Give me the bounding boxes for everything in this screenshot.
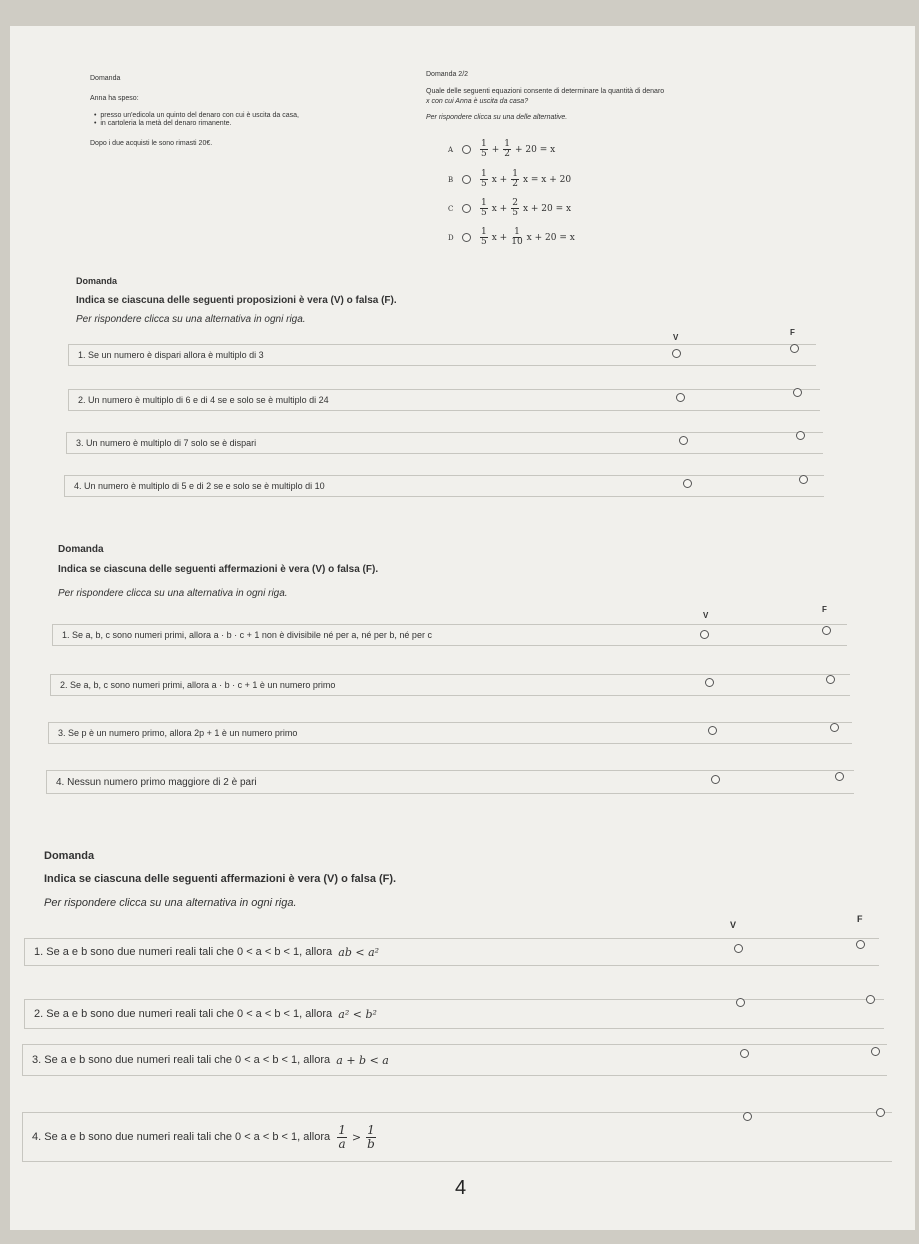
q2-row-2-f-radio[interactable] <box>793 388 802 397</box>
page-number: 4 <box>455 1177 467 1199</box>
q1-instruction: Per rispondere clicca su una delle alternative. <box>426 114 568 121</box>
option-letter: B <box>448 175 454 184</box>
q4-row-2 <box>24 999 884 1029</box>
row-claim: a + b < a <box>336 1053 389 1067</box>
denominator: 5 <box>481 149 487 159</box>
numerator: 1 <box>338 1122 346 1137</box>
row-prefix: Se a e b sono due numeri reali tali che 0 < a < b < 1, allora <box>44 1054 331 1066</box>
q3-row-1-v-radio[interactable] <box>700 630 709 639</box>
q2-row-3-f-radio[interactable] <box>796 431 805 440</box>
q4-row-3-v-radio[interactable] <box>740 1049 749 1058</box>
q4-row-3 <box>22 1044 887 1076</box>
row-prefix: Se a e b sono due numeri reali tali che 0 < a < b < 1, allora <box>46 946 333 958</box>
q4-row-3-f-radio[interactable] <box>871 1047 880 1056</box>
q1-intro: Anna ha speso: <box>90 95 139 102</box>
numerator: 1 <box>512 169 518 179</box>
q4-row-2-f-radio[interactable] <box>866 995 875 1004</box>
q3-row-2 <box>50 674 850 696</box>
q1-bullet-1: • presso un'edicola un quinto del denaro con cui è uscita da casa, <box>94 112 299 119</box>
q1-bullet-2: • in cartoleria la metà del denaro rimanente. <box>94 120 232 127</box>
option-letter: A <box>448 145 454 154</box>
equation-tail: x = x + 20 <box>522 174 572 185</box>
operator: x + <box>491 174 508 185</box>
row-number: 3. <box>32 1054 42 1066</box>
numerator: 1 <box>481 169 487 179</box>
row-text: 1. Se a, b, c sono numeri primi, allora a · b · c + 1 non è divisibile né per a, né per b, né per c <box>62 630 432 640</box>
equation-tail: + 20 = x <box>515 144 556 155</box>
option-letter: D <box>448 233 454 242</box>
q2-col-f: F <box>790 328 795 337</box>
q3-row-4 <box>46 770 854 794</box>
denominator: 5 <box>481 237 487 247</box>
q4-row-2-v-radio[interactable] <box>736 998 745 1007</box>
q4-row-1-v-radio[interactable] <box>734 944 743 953</box>
q2-row-1 <box>68 344 816 366</box>
numerator: 1 <box>481 198 487 208</box>
q2-row-4 <box>64 475 824 497</box>
row-text: 4. Nessun numero primo maggiore di 2 è pari <box>56 776 257 788</box>
q1-left-heading: Domanda <box>90 75 121 82</box>
row-text: 1. Se un numero è dispari allora è multiplo di 3 <box>78 350 264 360</box>
denominator: 5 <box>512 208 518 218</box>
q2-row-2-v-radio[interactable] <box>676 393 685 402</box>
q4-row-1 <box>24 938 879 966</box>
q4-row-4 <box>22 1112 892 1162</box>
option-letter: C <box>448 204 454 213</box>
row-text: 4. Un numero è multiplo di 5 e di 2 se e solo se è multiplo di 10 <box>74 481 325 491</box>
equation-tail: x + 20 = x <box>522 203 572 214</box>
operator: > <box>351 1130 362 1144</box>
q2-row-3-v-radio[interactable] <box>679 436 688 445</box>
q3-row-2-v-radio[interactable] <box>705 678 714 687</box>
numerator: 1 <box>481 139 487 149</box>
q2-row-4-v-radio[interactable] <box>683 479 692 488</box>
row-number: 4. <box>32 1131 42 1143</box>
denominator: a <box>338 1136 346 1151</box>
row-text: 2. Se a, b, c sono numeri primi, allora a · b · c + 1 è un numero primo <box>60 680 336 690</box>
q2-title: Indica se ciascuna delle seguenti proposizioni è vera (V) o falsa (F). <box>76 295 397 306</box>
q1-option-c[interactable] <box>448 199 571 218</box>
q2-row-3 <box>66 432 823 454</box>
denominator: b <box>367 1136 375 1151</box>
denominator: 5 <box>481 208 487 218</box>
operator: x + <box>491 232 508 243</box>
q3-instruction: Per rispondere clicca su una alternativa in ogni riga. <box>58 588 288 599</box>
row-text: 3. Se p è un numero primo, allora 2p + 1 è un numero primo <box>58 728 298 738</box>
q4-col-f: F <box>857 914 863 924</box>
row-claim: a² < b² <box>338 1007 377 1021</box>
q3-col-f: F <box>822 605 827 614</box>
q2-col-v: V <box>673 333 679 342</box>
denominator: 10 <box>511 237 523 247</box>
q3-heading: Domanda <box>58 544 104 555</box>
q4-row-4-f-radio[interactable] <box>876 1108 885 1117</box>
q4-row-4-v-radio[interactable] <box>743 1112 752 1121</box>
q3-row-4-f-radio[interactable] <box>835 772 844 781</box>
row-text: 3. Un numero è multiplo di 7 solo se è dispari <box>76 438 257 448</box>
q4-row-1-f-radio[interactable] <box>856 940 865 949</box>
q1-option-b[interactable] <box>448 170 571 189</box>
q1-question-line1: Quale delle seguenti equazioni consente di determinare la quantità di denaro <box>426 88 665 95</box>
operator: + <box>491 144 500 155</box>
q3-row-3-f-radio[interactable] <box>830 723 839 732</box>
q2-instruction: Per rispondere clicca su una alternativa in ogni riga. <box>76 314 306 325</box>
q2-heading: Domanda <box>76 276 118 286</box>
q3-row-1-f-radio[interactable] <box>822 626 831 635</box>
numerator: 1 <box>481 227 487 237</box>
radio-button[interactable] <box>462 204 471 213</box>
q1-option-d[interactable] <box>448 228 575 247</box>
q2-row-4-f-radio[interactable] <box>799 475 808 484</box>
numerator: 2 <box>512 198 518 208</box>
q4-instruction: Per rispondere clicca su una alternativa in ogni riga. <box>44 897 297 909</box>
q4-heading: Domanda <box>44 850 95 862</box>
row-claim-fraction <box>336 1124 377 1151</box>
radio-button[interactable] <box>462 233 471 242</box>
denominator: 5 <box>481 179 487 189</box>
q3-col-v: V <box>703 611 709 620</box>
q1-option-a[interactable] <box>448 140 555 159</box>
row-prefix: Se a e b sono due numeri reali tali che 0 < a < b < 1, allora <box>44 1131 331 1143</box>
q3-row-4-v-radio[interactable] <box>711 775 720 784</box>
q2-row-2 <box>68 389 820 411</box>
radio-button[interactable] <box>462 175 471 184</box>
numerator: 1 <box>367 1122 375 1137</box>
denominator: 2 <box>512 179 518 189</box>
q3-row-2-f-radio[interactable] <box>826 675 835 684</box>
equation-tail: x + 20 = x <box>526 232 575 243</box>
numerator: 1 <box>514 227 520 237</box>
q1-question-line2: x con cui Anna è uscita da casa? <box>426 98 529 105</box>
row-number: 1. <box>34 946 44 958</box>
q4-title: Indica se ciascuna delle seguenti affermazioni è vera (V) o falsa (F). <box>44 873 397 885</box>
q3-row-1 <box>52 624 847 646</box>
q1-right-heading: Domanda 2/2 <box>426 71 469 78</box>
q3-row-3 <box>48 722 852 744</box>
numerator: 1 <box>504 139 511 149</box>
row-prefix: Se a e b sono due numeri reali tali che 0 < a < b < 1, allora <box>46 1008 333 1020</box>
denominator: 2 <box>504 149 511 159</box>
q2-row-1-f-radio[interactable] <box>790 344 799 353</box>
q3-title: Indica se ciascuna delle seguenti affermazioni è vera (V) o falsa (F). <box>58 564 379 575</box>
q1-remaining: Dopo i due acquisti le sono rimasti 20€. <box>90 140 213 147</box>
q2-row-1-v-radio[interactable] <box>672 349 681 358</box>
row-text: 2. Un numero è multiplo di 6 e di 4 se e solo se è multiplo di 24 <box>78 395 329 405</box>
q4-col-v: V <box>730 920 737 930</box>
q3-row-3-v-radio[interactable] <box>708 726 717 735</box>
radio-button[interactable] <box>462 145 471 154</box>
row-number: 2. <box>34 1008 44 1020</box>
operator: x + <box>491 203 508 214</box>
row-claim: ab < a² <box>338 945 380 959</box>
